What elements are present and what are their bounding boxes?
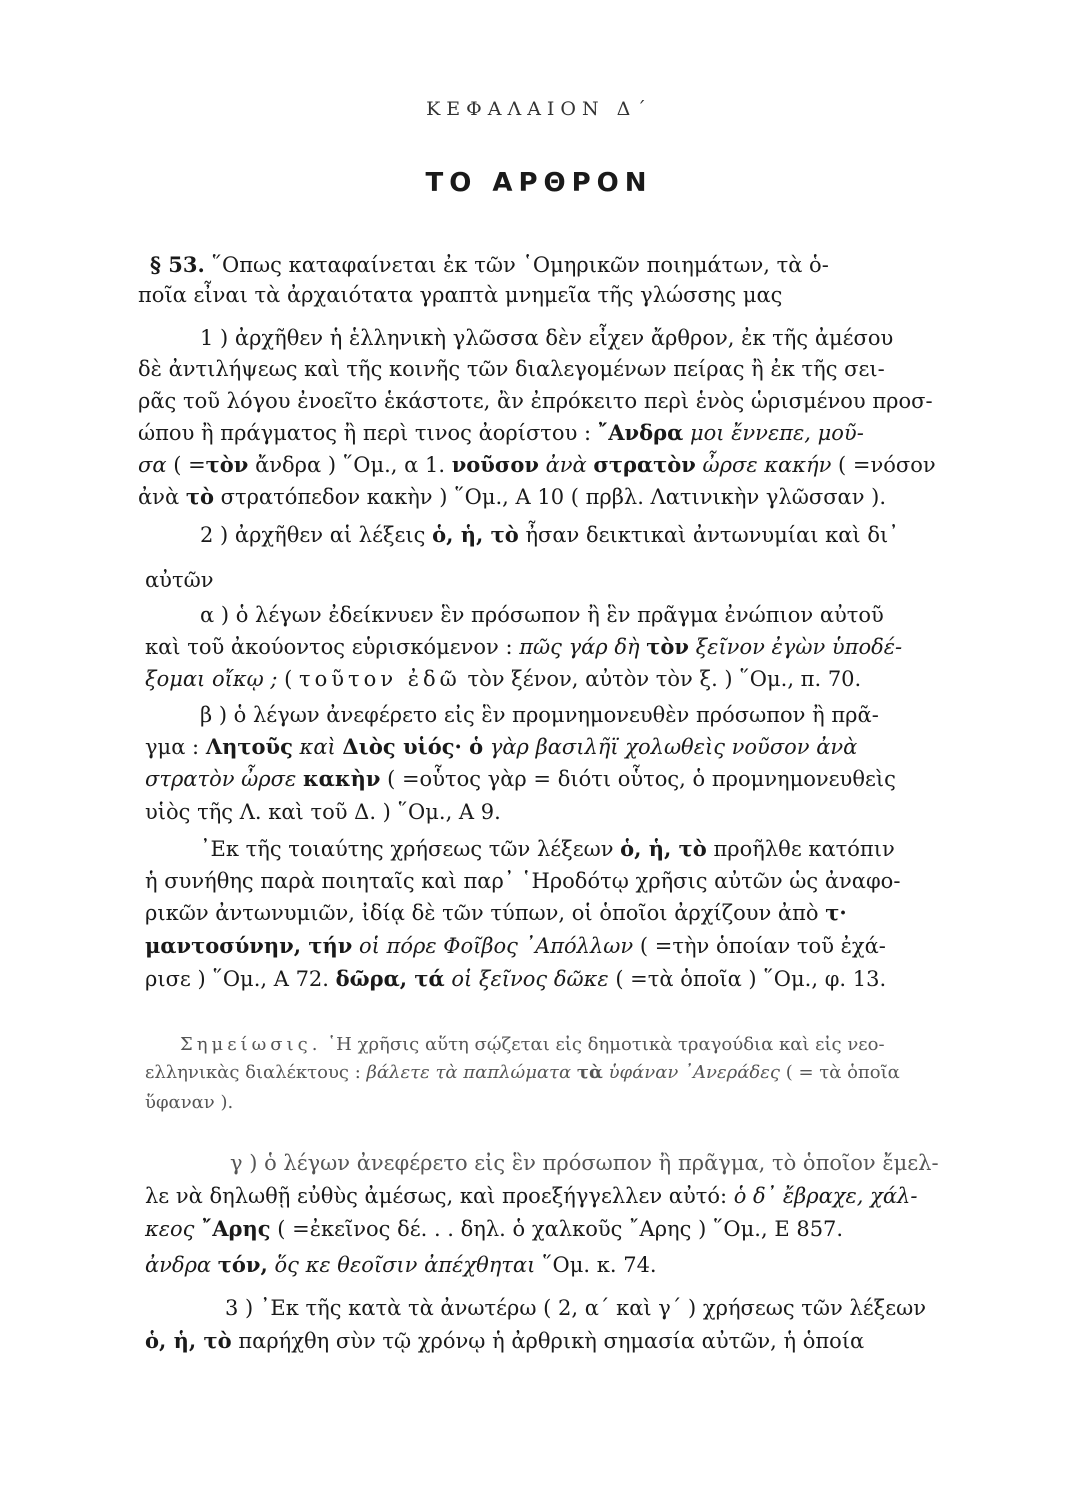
text-segment: ὁ, ἡ, τὸ [432,522,519,547]
text-segment: ὁ, ἡ, τὸ [620,836,707,861]
text-segment: ἀνδρα [145,1253,218,1277]
text-segment: α ) ὁ λέγων ἐδείκνυεν ἓν πρόσωπον ἢ ἓν πρᾶγμα ἐνώπιον αὐτοῦ [200,603,884,627]
text-line [145,797,990,827]
text-line [145,732,990,762]
text-segment: στρατόπεδον κακὴν ) ῞Ομ., Α 10 ( πρβλ. Λατινικὴν γλῶσσαν ). [213,485,887,509]
text-segment: τόν, [217,1252,268,1277]
text-line [230,1148,990,1178]
text-line [200,700,990,730]
text-line [145,964,990,994]
text-segment: τὸν ξένον, αὐτὸν τὸν ξ. ) ῞Ομ., π. 70. [460,667,862,691]
text-line [200,520,990,550]
text-segment: τὸ [185,484,214,509]
text-segment: ( =ἐκεῖνος δέ. . . δηλ. ὁ χαλκοῦς ῎Αρης ) ῞Ομ., Ε 857. [270,1217,844,1241]
text-segment: καὶ [292,735,343,759]
text-segment: ( =τὴν ὁποίαν τοῦ ἐχά- [633,934,886,958]
text-line [145,931,990,961]
text-segment: ὁ δ᾽ ἔβραχε, χάλ- [733,1184,918,1208]
text-segment: ξεῖνον ἐγὼν ὑποδέ- [688,635,903,659]
text-segment: β ) ὁ λέγων ἀνεφέρετο εἰς ἓν προμνημονευθὲν πρόσωπον ἢ πρᾶ- [200,703,879,727]
text-line [200,600,990,630]
text-segment: 1 ) ἀρχῆθεν ἡ ἑλληνικὴ γλῶσσα δὲν εἶχεν ἄρθρον, ἐκ τῆς ἀμέσου [200,326,894,350]
text-segment: ( =οὗτος γὰρ = διότι οὗτος, ὁ προμνημονευθεὶς [380,767,896,791]
text-segment: ( [277,667,300,691]
text-segment: ἀνὰ [538,453,594,477]
text-segment: οἱ πόρε Φοῖβος ᾽Απόλλων [352,934,634,958]
text-segment: ᾽Εκ τῆς τοιαύτης χρήσεως τῶν λέξεων [200,837,621,861]
text-segment: μοι ἔννεπε, μοῦ- [683,421,864,445]
text-segment: ῎Ανδρα [597,420,684,445]
text-segment: τὸν [205,452,249,477]
text-segment: παρήχθη σὺν τῷ χρόνῳ ἡ ἀρθρικὴ σημασία αὐτῶν, ἡ ὁποία [231,1329,865,1353]
text-segment: ρισε ) ῞Ομ., Α 72. [145,967,336,991]
text-segment: ῾Η χρῆσις αὕτη σῴζεται εἰς δημοτικὰ τραγούδια καὶ εἰς νεο- [321,1034,885,1055]
text-segment: γ ) ὁ λέγων ἀνεφέρετο εἰς ἓν πρόσωπον ἢ πρᾶγμα, τὸ ὁποῖον ἔμελ- [230,1151,939,1175]
text-segment: § 53. [150,252,205,277]
text-segment: ἄνδρα ) ῞Ομ., α 1. [248,453,452,477]
text-segment: ρικῶν ἀντωνυμιῶν, ἰδίᾳ δὲ τῶν τύπων, οἱ ὁποῖοι ἀρχίζουν ἀπὸ [145,901,826,925]
text-segment: ὁ, ἡ, τὸ [145,1328,232,1353]
chapter-heading: ΚΕΦΑΛΑΙΟΝ Δ΄ [426,98,652,120]
text-segment: σα [138,453,167,477]
text-segment: ώπου ἢ πράγματος ἢ περὶ τινος ἀορίστου : [138,421,598,445]
text-segment: μαντοσύνην, τήν [145,933,353,958]
text-line [150,250,990,280]
text-segment: δῶρα, τά [335,966,445,991]
text-line [145,664,990,694]
text-segment: ελληνικὰς διαλέκτους : [145,1062,367,1083]
text-segment: γμα : [145,735,206,759]
text-segment: ( = τὰ ὁποῖα [779,1062,900,1083]
text-line [145,1088,445,1118]
text-segment: Σημείωσις. [180,1034,322,1055]
text-line [145,1250,990,1280]
text-segment: ( = [166,453,206,477]
text-segment: ῞Οπως καταφαίνεται ἐκ τῶν ῾Ομηρικῶν ποιημάτων, τὰ ὁ- [204,253,829,277]
text-segment: γὰρ βασιλῆϊ χολωθεὶς νοῦσον ἀνὰ [483,735,858,759]
text-segment: ὑφάναν ᾽Ανεράδες [602,1062,780,1083]
text-line [138,482,990,512]
text-segment: ἀνὰ [138,485,186,509]
text-line [145,764,990,794]
text-line [145,898,990,928]
text-segment: 2 ) ἀρχῆθεν αἱ λέξεις [200,523,433,547]
text-line [145,1214,990,1244]
text-segment: νοῦσον [451,452,539,477]
text-segment: στρατὸν [593,452,696,477]
text-line [180,1030,990,1060]
text-segment: ( =νόσον [831,453,936,477]
text-segment: ἡ συνήθης παρὰ ποιηταῖς καὶ παρ᾽ ῾Ηροδότῳ χρῆσις αὐτῶν ὡς ἀναφο- [145,869,901,893]
text-segment: ποῖα εἶναι τὰ ἀρχαιότατα γραπτὰ μνημεῖα τῆς γλώσσης μας [138,283,783,307]
page-title: ΤΟ ΑΡΘΡΟΝ [425,168,653,198]
text-line [138,280,990,310]
text-line [138,418,990,448]
text-segment: τὰ [576,1062,603,1083]
text-segment: λε νὰ δηλωθῇ εὐθὺς ἀμέσως, καὶ προεξήγγελλεν αὐτό: [145,1184,734,1208]
text-segment: κεος [145,1217,195,1241]
text-line [145,1181,990,1211]
text-segment: στρατὸν ὦρσε [145,767,303,791]
text-line [145,632,990,662]
text-segment: πῶς γάρ δὴ [519,635,647,659]
text-line [200,834,990,864]
text-line [138,354,990,384]
text-line [145,1326,990,1356]
text-segment: αὐτῶν [145,568,214,592]
text-line [145,1058,990,1088]
text-segment: ῞Ομ. κ. 74. [535,1253,657,1277]
text-line [200,323,990,353]
text-segment: ξομαι οἴκῳ ; [145,667,278,691]
text-segment: προῆλθε κατόπιν [706,837,895,861]
text-segment: ὅς κε θεοῖσιν ἀπέχθηται [267,1253,536,1277]
text-segment: βάλετε τὰ παπλώματα [366,1062,577,1083]
text-segment: ( =τὰ ὁποῖα ) ῞Ομ., φ. 13. [608,967,887,991]
text-line [145,565,345,595]
text-segment: οἱ ξεῖνος δῶκε [444,967,609,991]
text-segment: ρᾶς τοῦ λόγου ἐνοεῖτο ἑκάστοτε, ἂν ἐπρόκειτο περὶ ἑνὸς ὡρισμένου προσ- [138,389,933,413]
text-segment: ὕφαναν ). [145,1092,234,1113]
text-segment: Διὸς υἱός· ὁ [342,734,484,759]
text-segment: τ· [825,900,847,925]
text-segment: δὲ ἀντιλήψεως καὶ τῆς κοινῆς τῶν διαλεγομένων πείρας ἢ ἐκ τῆς σει- [138,357,885,381]
text-line [138,386,990,416]
text-line [225,1293,990,1323]
text-segment: ἦσαν δεικτικαὶ ἀντωνυμίαι καὶ δι᾽ [518,523,899,547]
text-segment: ῎Αρης [194,1216,271,1241]
text-segment: Λητοῦς [205,734,293,759]
text-segment: κακὴν [302,766,381,791]
text-segment: ὦρσε κακήν [695,453,832,477]
text-segment: τὸν [646,634,689,659]
text-segment: 3 ) ᾽Εκ τῆς κατὰ τὰ ἀνωτέρω ( 2, α΄ καὶ γ΄ ) χρήσεως τῶν λέξεων [225,1296,927,1320]
text-segment: υἱὸς τῆς Λ. καὶ τοῦ Δ. ) ῞Ομ., Α 9. [145,800,501,824]
text-line [138,450,990,480]
text-segment: τοῦτον ἐδῶ [299,667,461,691]
text-segment: καὶ τοῦ ἀκούοντος εὑρισκόμενον : [145,635,520,659]
text-line [145,866,990,896]
